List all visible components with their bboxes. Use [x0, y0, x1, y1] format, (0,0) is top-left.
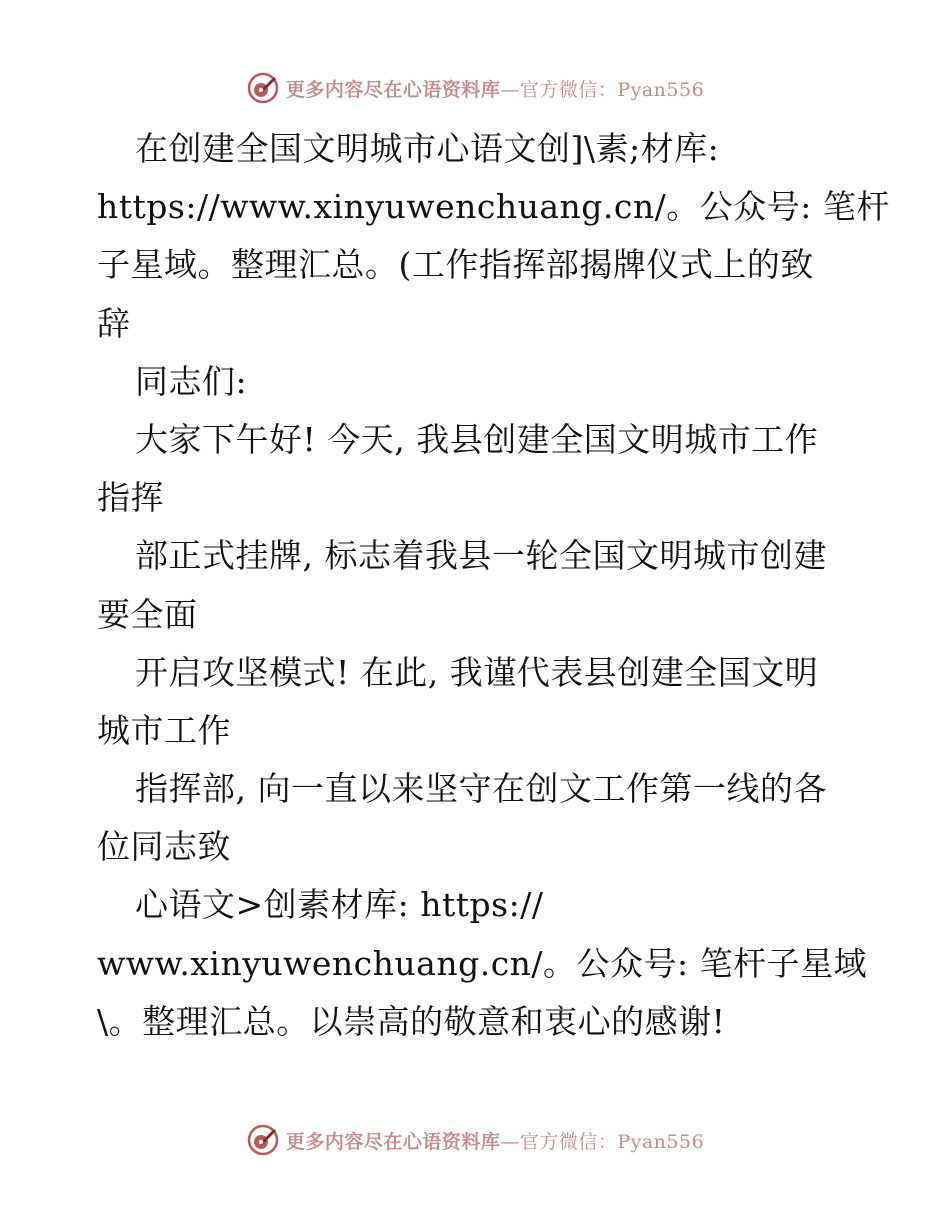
header-banner [0, 68, 950, 108]
text-line: 部正式挂牌, 标志着我县一轮全国文明城市创建 [135, 536, 827, 576]
banner-text [286, 75, 704, 102]
text-line: \。整理汇总。以崇高的敬意和衷心的感谢! [97, 1001, 726, 1041]
text-line: https://www.xinyuwenchuang.cn/。公众号: 笔杆 [97, 187, 890, 227]
text-line: 开启攻坚模式! 在此, 我谨代表县创建全国文明 [135, 652, 819, 692]
text-line: 在创建全国文明城市心语文创]\素;材库: [135, 129, 720, 168]
text-line: 同志们: [135, 361, 248, 401]
banner-main-text: 更多内容尽在心语资料库 [285, 78, 501, 101]
text-line: 心语文>创素材库: https:// [135, 885, 544, 925]
text-line: 位同志致 [97, 827, 231, 867]
banner-wechat-text: —官方微信：Pyan556 [500, 1130, 705, 1153]
text-line: 指挥部, 向一直以来坚守在创文工作第一线的各 [135, 769, 827, 809]
brand-logo-icon [246, 1123, 280, 1157]
text-line: 指挥 [97, 478, 164, 518]
text-line: 辞 [97, 303, 131, 343]
text-line: 要全面 [97, 594, 198, 634]
text-line: 城市工作 [97, 710, 231, 750]
document-body [97, 120, 890, 1051]
banner-main-text: 更多内容尽在心语资料库 [285, 1130, 501, 1153]
text-line: 大家下午好! 今天, 我县创建全国文明城市工作 [135, 419, 819, 459]
text-line: 子星域。整理汇总。(工作指挥部揭牌仪式上的致 [97, 245, 814, 285]
brand-logo-icon [246, 71, 280, 105]
text-line: www.xinyuwenchuang.cn/。公众号: 笔杆子星域 [97, 943, 868, 983]
banner-wechat-text: —官方微信：Pyan556 [500, 78, 705, 101]
banner-text [286, 1127, 704, 1154]
footer-banner [0, 1120, 950, 1160]
